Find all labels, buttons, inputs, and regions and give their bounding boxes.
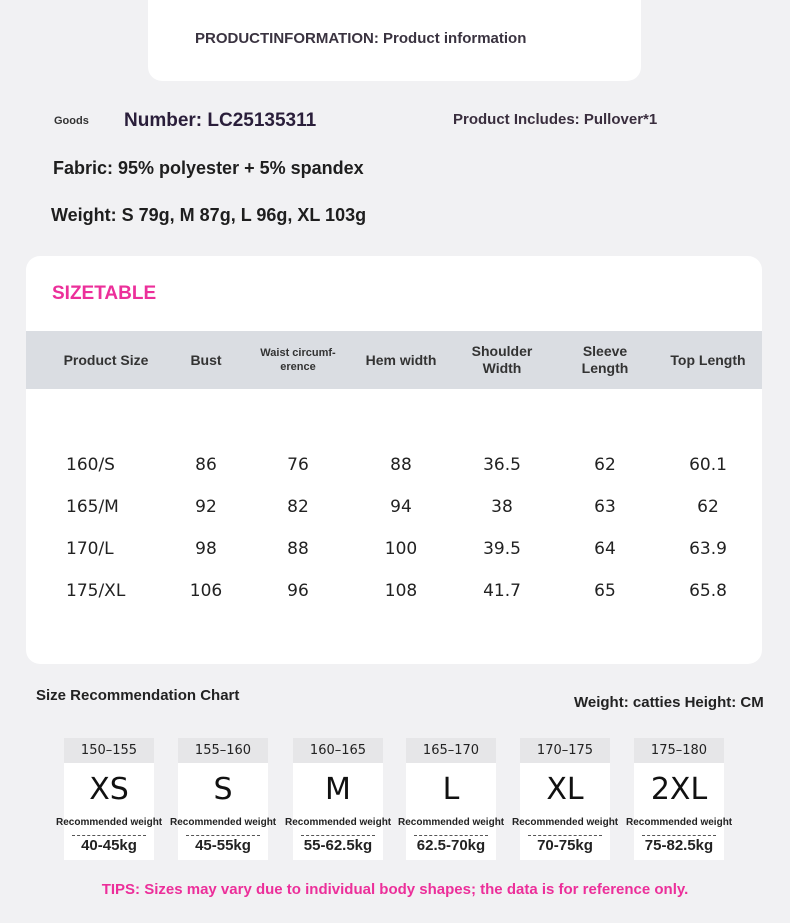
size-table-value-cell: 38	[491, 497, 513, 517]
size-table-header-text: Length	[581, 360, 629, 376]
size-table-header-cell	[658, 331, 758, 389]
recommended-weight-label: Recommended weight	[170, 817, 277, 828]
weight-info: Weight: S 79g, M 87g, L 96g, XL 103g	[51, 205, 367, 225]
size-code: S	[213, 772, 233, 807]
size-recommendation-item	[170, 738, 277, 860]
size-table-value-cell: 64	[594, 539, 616, 559]
size-table-value-cell: 39.5	[483, 539, 521, 559]
size-table-value-cell: 36.5	[483, 455, 521, 475]
goods-number: Number: LC25135311	[124, 110, 317, 131]
size-table-header-cell	[457, 331, 547, 389]
size-table-header-cell	[46, 331, 166, 389]
size-table-value-cell: 76	[287, 455, 309, 475]
recommendation-units: Weight: catties Height: CM	[574, 694, 764, 711]
size-recommendation-item	[398, 738, 505, 860]
size-code: 2XL	[650, 772, 708, 807]
recommended-weight-label: Recommended weight	[626, 817, 733, 828]
size-table-size-cell: 165/M	[66, 497, 119, 517]
size-table-value-cell: 60.1	[689, 455, 727, 475]
size-code: XL	[546, 772, 584, 807]
dashed-divider	[186, 835, 260, 836]
size-table-size-cell: 175/XL	[66, 581, 126, 601]
size-table-value-cell: 82	[287, 497, 309, 517]
height-range: 175–180	[634, 738, 724, 763]
goods-label: Goods	[54, 115, 89, 127]
size-table-value-cell: 63	[594, 497, 616, 517]
size-table-title: SIZETABLE	[52, 283, 157, 304]
recommended-weight-label: Recommended weight	[285, 817, 392, 828]
size-table-header-cell	[166, 331, 246, 389]
dashed-divider	[72, 835, 146, 836]
size-table-card	[26, 256, 762, 664]
size-table-size-cell: 160/S	[66, 455, 115, 475]
size-code: L	[442, 772, 460, 807]
size-table-header-text: Bust	[190, 351, 222, 368]
recommended-weight-value: 55-62.5kg	[303, 837, 373, 854]
product-info-heading: PRODUCTINFORMATION: Product information	[195, 30, 527, 47]
height-range: 170–175	[520, 738, 610, 763]
product-includes: Product Includes: Pullover*1	[453, 111, 658, 128]
fabric-info: Fabric: 95% polyester + 5% spandex	[53, 158, 364, 178]
size-table-header-cell	[351, 331, 451, 389]
size-table-value-cell: 63.9	[689, 539, 727, 559]
size-table-value-cell: 94	[390, 497, 412, 517]
size-recommendation-title: Size Recommendation Chart	[36, 687, 240, 704]
size-table-value-cell: 92	[195, 497, 217, 517]
size-code: XS	[89, 772, 129, 807]
size-table-value-cell: 65	[594, 581, 616, 601]
size-table-header-text: Shoulder	[471, 343, 533, 359]
recommended-weight-label: Recommended weight	[512, 817, 619, 828]
dashed-divider	[642, 835, 716, 836]
size-table-value-cell: 62	[594, 455, 616, 475]
height-range: 165–170	[406, 738, 496, 763]
size-table-value-cell: 98	[195, 539, 217, 559]
size-table-value-cell: 86	[195, 455, 217, 475]
size-recommendation-item	[626, 738, 733, 860]
size-table-header-cell	[248, 331, 348, 389]
size-recommendation-item	[56, 738, 163, 860]
size-table-header-text: Waist circumf-	[260, 347, 336, 359]
recommended-weight-value: 62.5-70kg	[416, 837, 486, 854]
size-table-value-cell: 96	[287, 581, 309, 601]
dashed-divider	[301, 835, 375, 836]
size-table-value-cell: 41.7	[483, 581, 521, 601]
size-table-size-cell: 170/L	[66, 539, 114, 559]
recommended-weight-label: Recommended weight	[56, 817, 163, 828]
size-code: M	[325, 772, 351, 807]
dashed-divider	[414, 835, 488, 836]
size-table-value-cell: 65.8	[689, 581, 727, 601]
size-table-value-cell: 88	[390, 455, 412, 475]
size-table-header-cell	[565, 331, 645, 389]
height-range: 150–155	[64, 738, 154, 763]
recommended-weight-value: 40-45kg	[81, 837, 137, 854]
size-table-header-text: Width	[482, 360, 522, 376]
recommended-weight-value: 45-55kg	[195, 837, 251, 854]
size-table-header-text: Top Length	[670, 351, 746, 368]
recommended-weight-value: 70-75kg	[537, 837, 593, 854]
size-recommendation-item	[512, 738, 619, 860]
size-table-header-text: erence	[280, 361, 316, 373]
dashed-divider	[528, 835, 602, 836]
size-table-header-text: Hem width	[365, 351, 437, 368]
size-table-header-text: Product Size	[63, 351, 149, 368]
size-recommendation-item	[285, 738, 392, 860]
tips-note: TIPS: Sizes may vary due to individual body shapes; the data is for reference only.	[101, 881, 689, 898]
height-range: 155–160	[178, 738, 268, 763]
size-table-value-cell: 106	[189, 581, 223, 601]
recommended-weight-value: 75-82.5kg	[644, 837, 714, 854]
height-range: 160–165	[293, 738, 383, 763]
size-table-header	[26, 331, 762, 389]
recommended-weight-label: Recommended weight	[398, 817, 505, 828]
size-table-value-cell: 108	[384, 581, 418, 601]
size-table-value-cell: 88	[287, 539, 309, 559]
size-table-value-cell: 100	[384, 539, 418, 559]
size-table-header-text: Sleeve	[582, 343, 628, 359]
product-info-card	[148, 0, 641, 81]
size-table-value-cell: 62	[697, 497, 719, 517]
